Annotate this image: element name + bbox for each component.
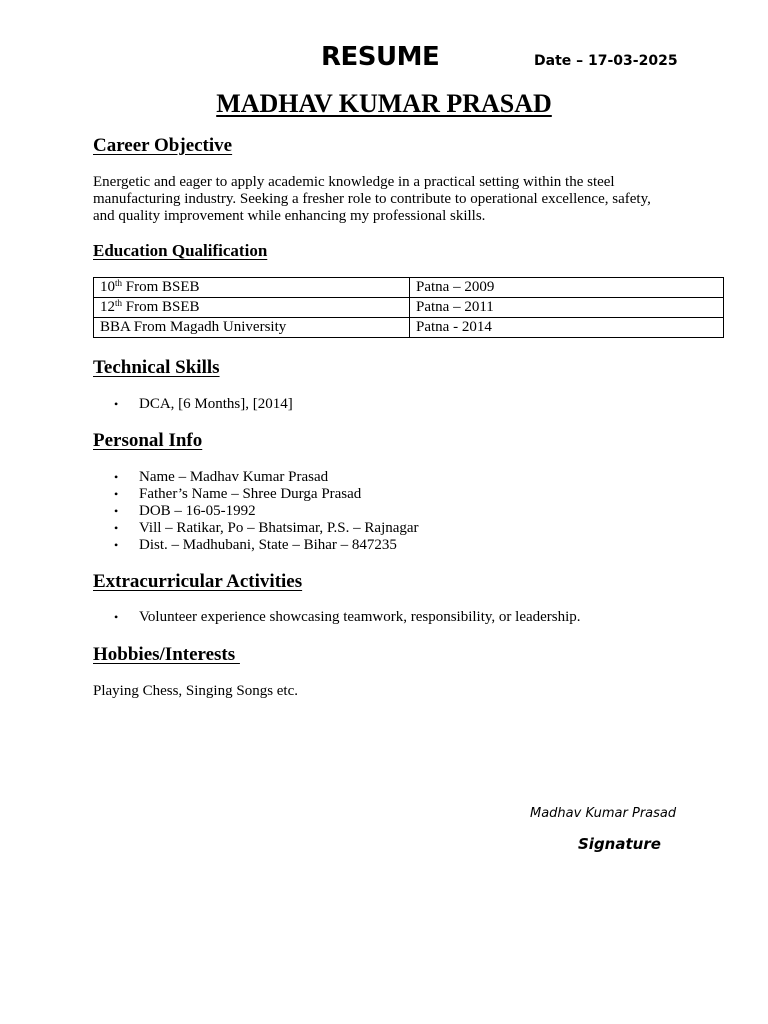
- extracurricular-list: [93, 609, 581, 626]
- candidate-name: MADHAV KUMAR PRASAD: [216, 89, 552, 118]
- education-place-cell: Patna – 2011: [410, 298, 724, 318]
- education-heading: Education Qualification: [93, 241, 268, 260]
- personal-info-list: [93, 469, 419, 554]
- career-objective-text: [93, 174, 683, 225]
- education-qualification-cell: 12th From BSEB: [94, 298, 410, 318]
- list-item: • Father’s Name – Shree Durga Prasad: [139, 486, 419, 503]
- career-objective-line: and quality improvement while enhancing my professional skills.: [93, 208, 486, 224]
- list-item: • DCA, [6 Months], [2014]: [139, 396, 293, 413]
- career-objective-line: Energetic and eager to apply academic knowledge in a practical setting within the steel: [93, 174, 615, 190]
- education-place-cell: Patna - 2014: [410, 318, 724, 338]
- document-title: RESUME: [321, 42, 440, 72]
- table-row: [94, 298, 724, 318]
- technical-skills-heading: Technical Skills: [93, 357, 220, 378]
- hobbies-heading: Hobbies/Interests: [93, 644, 240, 665]
- personal-info-heading: Personal Info: [93, 430, 203, 451]
- list-item: • Vill – Ratikar, Po – Bhatsimar, P.S. – Rajnagar: [139, 520, 419, 537]
- hobbies-text: Playing Chess, Singing Songs etc.: [93, 683, 299, 699]
- education-qualification-cell: BBA From Magadh University: [94, 318, 410, 338]
- document-date: Date – 17-03-2025: [534, 53, 678, 69]
- signature-label: Signature: [578, 835, 661, 853]
- education-qualification-cell: 10th From BSEB: [94, 278, 410, 298]
- career-objective-heading: Career Objective: [93, 135, 233, 156]
- education-table: [93, 277, 724, 338]
- career-objective-line: manufacturing industry. Seeking a fresher role to contribute to operational excellence, safety,: [93, 191, 651, 207]
- list-item: • Dist. – Madhubani, State – Bihar – 847235: [139, 537, 419, 554]
- list-item: • DOB – 16-05-1992: [139, 503, 419, 520]
- extracurricular-heading: Extracurricular Activities: [93, 571, 303, 592]
- table-row: [94, 278, 724, 298]
- list-item: • Name – Madhav Kumar Prasad: [139, 469, 419, 486]
- signature-name: Madhav Kumar Prasad: [530, 806, 677, 821]
- education-place-cell: Patna – 2009: [410, 278, 724, 298]
- table-row: [94, 318, 724, 338]
- technical-skills-list: [93, 396, 293, 413]
- list-item: • Volunteer experience showcasing teamwork, responsibility, or leadership.: [139, 609, 581, 626]
